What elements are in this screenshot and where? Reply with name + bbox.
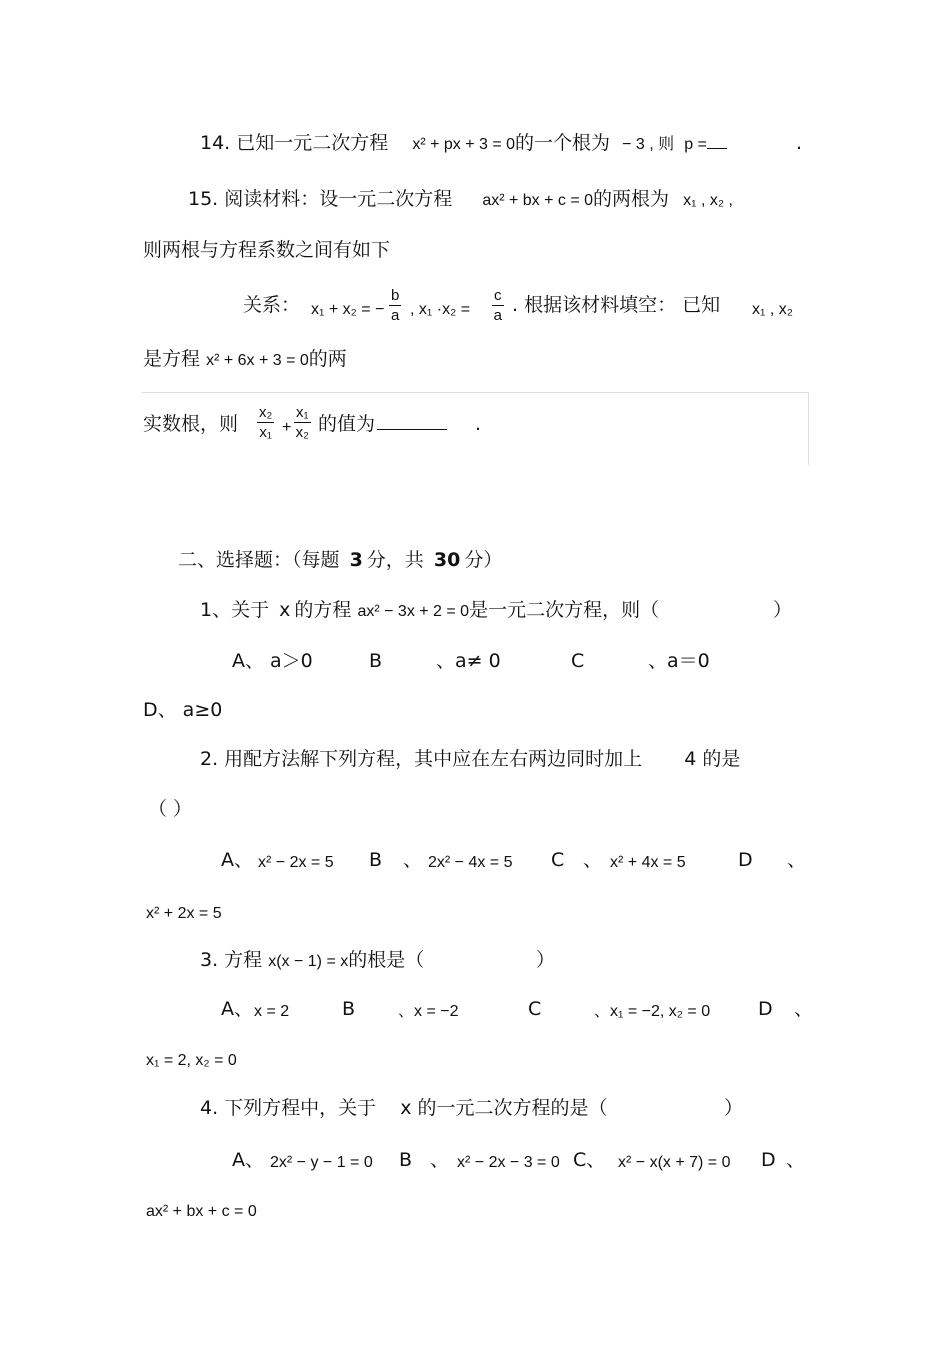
q14-end: . [796,132,803,154]
c4-option-d-sep: 、 [786,1149,806,1171]
c1-option-d[interactable]: D、 a≥0 [143,699,223,721]
q15-relation-label: 关系： [243,294,301,316]
c3-stem-b: 的根是（ [348,949,425,971]
q15-line4 [143,347,347,373]
c2-stem [200,747,740,771]
q15-line5-value-label: 的值为 [318,413,376,435]
q15-line5-tail [318,412,447,436]
c4-option-d[interactable]: ax² + bx + c = 0 [146,1203,257,1220]
q15-fraction-c-num: c [494,287,502,304]
c4-stem [200,1096,607,1120]
q15-fraction-x1-over-x2 [294,404,311,443]
q15-relation1-left: x₁ + x₂ = − [311,301,385,318]
c3-equation: x(x − 1) = x [268,953,349,970]
c1-option-a[interactable]: A、 a＞0 [232,650,313,672]
c2-option-a[interactable]: x² − 2x = 5 [258,854,334,871]
c2-option-b-letter[interactable]: B [369,849,383,871]
c1-stem-b: 的方程 [294,599,352,621]
q15-mid: 的两根为 [593,188,670,210]
c4-option-d-letter[interactable]: D [761,1149,776,1171]
c1-option-c[interactable]: 、a＝0 [648,650,710,672]
c2-option-d-letter[interactable]: D [738,849,753,871]
c1-option-c-letter[interactable]: C [571,650,585,672]
q14-mid: 的一个根为 [515,132,611,154]
c3-option-d[interactable]: x₁ = 2, x₂ = 0 [146,1052,237,1069]
c4-stem-b: 的一元二次方程的是（ [417,1097,608,1119]
c1-option-b-letter[interactable]: B [369,650,383,672]
q15-line5-lead: 实数根，则 [143,413,239,435]
c3-paren-close: ） [536,949,556,971]
q15-roots: x₁ , x₂ , [683,192,733,209]
q15-relation2-left: , x₁ ·x₂ = [410,301,471,318]
q15-lead: 15. 阅读材料：设一元二次方程 [188,188,453,210]
c2-option-d[interactable]: x² + 2x = 5 [146,905,222,922]
section-title-b: 分，共 [366,549,424,571]
c2-option-b[interactable]: 2x² − 4x = 5 [428,854,513,871]
q15-fraction-b-den: a [391,307,400,324]
c3-stem [200,948,424,974]
q15-fraction-c-den: a [493,307,502,324]
c2-option-a-letter[interactable]: A、 [221,849,253,871]
c1-paren-close: ） [773,599,793,621]
c4-var: x [400,1097,412,1119]
section-title-c: 分） [464,549,503,571]
q15-f1-den: x₁ [259,424,272,441]
c1-equation: ax² − 3x + 2 = 0 [357,603,470,620]
c3-option-d-letter[interactable]: D [758,998,773,1020]
c4-option-c[interactable]: x² − x(x + 7) = 0 [618,1154,731,1171]
q15-fraction-c-over-a [492,287,504,326]
c3-option-c-letter[interactable]: C [528,998,542,1020]
q15-line4-equation: x² + 6x + 3 = 0 [206,352,309,369]
q15-answer-blank[interactable] [377,429,447,430]
c3-option-b-letter[interactable]: B [342,998,356,1020]
q15-line2: 则两根与方程系数之间有如下 [143,239,391,261]
c3-option-a[interactable]: x = 2 [254,1003,290,1020]
q15-line4-tail: 的两 [308,348,347,370]
c3-stem-a: 3. 方程 [200,949,263,971]
c4-option-b-sep: 、 [430,1149,450,1171]
c4-option-b-letter[interactable]: B [399,1149,413,1171]
c4-option-c-letter[interactable]: C、 [573,1149,606,1171]
c3-option-d-sep: 、 [794,998,814,1020]
q15-line4-lead: 是方程 [143,348,201,370]
c2-option-b-sep: 、 [403,849,423,871]
c4-paren-close: ） [724,1097,744,1119]
section-total: 30 [433,549,461,571]
c1-stem-a: 1、关于 [200,599,270,621]
q14-line [200,131,727,157]
c2-stem-b: 的是 [702,748,741,770]
q14-lead: 14. 已知一元二次方程 [200,132,389,154]
c1-option-b[interactable]: 、a≠ 0 [436,650,501,672]
q15-f2-num: x₁ [296,404,309,421]
c2-option-c[interactable]: x² + 4x = 5 [610,854,686,871]
c2-number: 4 [684,748,697,770]
q15-f1-num: x₂ [259,404,273,421]
c2-paren: （ ） [148,798,193,820]
q15-equation: ax² + bx + c = 0 [482,192,594,209]
c3-option-c[interactable]: 、x₁ = −2, x₂ = 0 [594,1003,711,1020]
c4-stem-a: 4. 下列方程中，关于 [200,1097,377,1119]
q15-fraction-b-over-a [389,287,401,326]
q15-line1 [188,187,733,213]
section-title-a: 二、选择题：（每题 [178,549,340,571]
q14-answer-blank[interactable] [707,148,727,149]
c4-option-a-letter[interactable]: A、 [232,1149,264,1171]
c2-option-d-sep: 、 [787,849,807,871]
q15-f2-den: x₂ [295,424,309,441]
q15-fraction-x2-over-x1 [257,404,274,443]
c3-option-a-letter[interactable]: A、 [221,998,253,1020]
q15-fraction-b-num: b [391,287,400,304]
q15-relation-vars: x₁ , x₂ [752,301,793,318]
q14-root: − 3 , 则 [622,136,675,153]
c3-option-b[interactable]: 、x = −2 [398,1003,459,1020]
q14-equation: x² + px + 3 = 0 [412,136,516,153]
c1-var: x [279,599,291,621]
section-title [178,548,502,572]
section-count: 3 [349,549,363,571]
q15-line5-end: . [475,413,482,435]
q15-plus: + [282,419,292,436]
c1-stem-c: 是一元二次方程，则（ [469,599,660,621]
q15-relation-tail: . 根据该材料填空： 已知 [512,294,721,316]
c2-option-c-letter[interactable]: C [551,849,565,871]
q14-answer-label: p = [684,136,707,153]
c4-option-a[interactable]: 2x² − y − 1 = 0 [270,1154,373,1171]
c2-stem-a: 2. 用配方法解下列方程，其中应在左右两边同时加上 [200,748,643,770]
c1-stem [200,598,659,624]
c4-option-b[interactable]: x² − 2x − 3 = 0 [457,1154,560,1171]
c2-option-c-sep: 、 [583,849,603,871]
